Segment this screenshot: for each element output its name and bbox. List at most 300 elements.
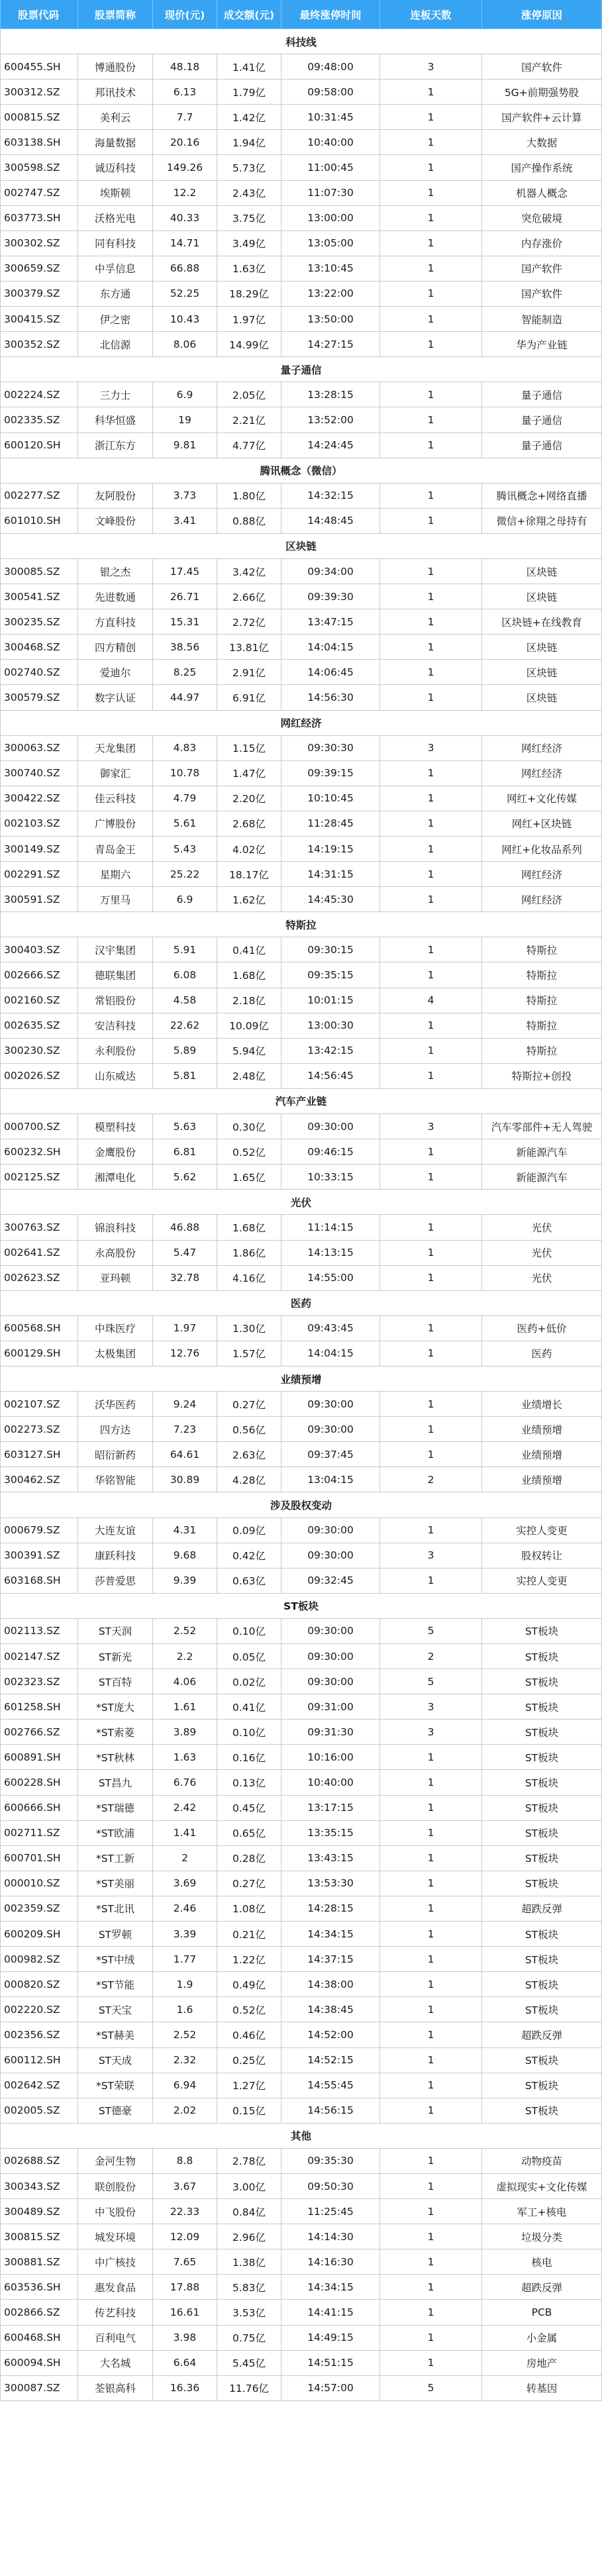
turnover-cell: 14.99亿: [217, 332, 281, 357]
section-title: 汽车产业链: [0, 1089, 602, 1114]
turnover-cell: 10.09亿: [217, 1013, 281, 1039]
turnover-cell: 1.08亿: [217, 1896, 281, 1922]
limit-reason-cell: ST板块: [482, 1619, 602, 1644]
stock-code-cell: 002641.SZ: [0, 1241, 78, 1266]
price-cell: 44.97: [153, 685, 217, 710]
section-title: 特斯拉: [0, 912, 602, 937]
limit-time-cell: 13:53:30: [281, 1871, 380, 1896]
stock-name-cell: 广博股份: [78, 811, 153, 837]
limit-reason-cell: 腾讯概念+网络直播: [482, 484, 602, 509]
price-cell: 6.94: [153, 2073, 217, 2098]
stock-code-cell: 002666.SZ: [0, 962, 78, 988]
stock-code-cell: 002356.SZ: [0, 2022, 78, 2047]
limit-time-cell: 09:31:00: [281, 1694, 380, 1720]
stock-name-cell: 海量数据: [78, 130, 153, 155]
stock-code-cell: 002711.SZ: [0, 1821, 78, 1846]
stock-code-cell: 300149.SZ: [0, 837, 78, 862]
limit-reason-cell: 区块链+在线教育: [482, 609, 602, 635]
turnover-cell: 0.42亿: [217, 1543, 281, 1569]
turnover-cell: 1.47亿: [217, 761, 281, 786]
stock-name-cell: 常铝股份: [78, 988, 153, 1013]
stock-code-cell: 002107.SZ: [0, 1392, 78, 1417]
limit-reason-cell: 新能源汽车: [482, 1164, 602, 1190]
turnover-cell: 3.00亿: [217, 2174, 281, 2199]
stock-code-cell: 300881.SZ: [0, 2249, 78, 2275]
table-row: [0, 559, 602, 584]
price-cell: 5.47: [153, 1241, 217, 1266]
limit-reason-cell: ST板块: [482, 2048, 602, 2073]
section-title: 区块链: [0, 534, 602, 559]
limit-time-cell: 09:34:00: [281, 559, 380, 584]
streak-days-cell: 1: [380, 130, 482, 155]
limit-reason-cell: 机器人概念: [482, 181, 602, 206]
price-cell: 6.81: [153, 1139, 217, 1164]
limit-time-cell: 10:16:00: [281, 1745, 380, 1770]
price-cell: 3.73: [153, 484, 217, 509]
streak-days-cell: 2: [380, 1644, 482, 1669]
stock-code-cell: 600112.SH: [0, 2048, 78, 2073]
turnover-cell: 2.66亿: [217, 584, 281, 609]
streak-days-cell: 1: [380, 382, 482, 407]
stock-name-cell: *ST秋林: [78, 1745, 153, 1770]
turnover-cell: 2.63亿: [217, 1442, 281, 1467]
limit-time-cell: 13:10:45: [281, 256, 380, 282]
turnover-cell: 0.27亿: [217, 1871, 281, 1896]
stock-code-cell: 300302.SZ: [0, 231, 78, 256]
limit-reason-cell: 特斯拉: [482, 962, 602, 988]
table-row: [0, 484, 602, 509]
streak-days-cell: 3: [380, 1720, 482, 1745]
streak-days-cell: 1: [380, 660, 482, 685]
table-body: [0, 29, 602, 2401]
turnover-cell: 1.94亿: [217, 130, 281, 155]
price-cell: 52.25: [153, 282, 217, 307]
price-cell: 4.79: [153, 786, 217, 811]
price-cell: 1.41: [153, 1821, 217, 1846]
limit-time-cell: 14:04:15: [281, 1341, 380, 1366]
stock-name-cell: 山东威达: [78, 1064, 153, 1089]
stock-name-cell: 爱迪尔: [78, 660, 153, 685]
limit-reason-cell: 业绩预增: [482, 1417, 602, 1442]
limit-reason-cell: ST板块: [482, 1972, 602, 1997]
streak-days-cell: 1: [380, 2199, 482, 2224]
turnover-cell: 2.20亿: [217, 786, 281, 811]
limit-reason-cell: 量子通信: [482, 382, 602, 407]
section-title: 腾讯概念（微信）: [0, 458, 602, 484]
limit-time-cell: 14:28:15: [281, 1896, 380, 1922]
section-title: 量子通信: [0, 357, 602, 382]
limit-time-cell: 10:10:45: [281, 786, 380, 811]
price-cell: 16.61: [153, 2300, 217, 2325]
limit-reason-cell: 区块链: [482, 584, 602, 609]
streak-days-cell: 1: [380, 1569, 482, 1594]
stock-name-cell: 大名城: [78, 2351, 153, 2376]
stock-name-cell: 模塑科技: [78, 1114, 153, 1139]
price-cell: 3.67: [153, 2174, 217, 2199]
table-row: [0, 2174, 602, 2199]
streak-days-cell: 5: [380, 1619, 482, 1644]
streak-days-cell: 1: [380, 862, 482, 887]
stock-name-cell: 伊之密: [78, 307, 153, 332]
table-row: [0, 862, 602, 887]
table-row: [0, 509, 602, 534]
stock-name-cell: 博通股份: [78, 54, 153, 79]
turnover-cell: 2.72亿: [217, 609, 281, 635]
price-cell: 7.7: [153, 105, 217, 130]
stock-name-cell: 中飞股份: [78, 2199, 153, 2224]
stock-name-cell: 金河生物: [78, 2149, 153, 2174]
table-row: [0, 1871, 602, 1896]
price-cell: 2.52: [153, 1619, 217, 1644]
limit-reason-cell: 股权转让: [482, 1543, 602, 1569]
price-cell: 22.62: [153, 1013, 217, 1039]
turnover-cell: 4.28亿: [217, 1467, 281, 1492]
table-row: [0, 2300, 602, 2325]
stock-name-cell: 美利云: [78, 105, 153, 130]
stock-code-cell: 002642.SZ: [0, 2073, 78, 2098]
price-cell: 2.52: [153, 2022, 217, 2047]
table-row: [0, 1947, 602, 1972]
price-cell: 3.41: [153, 509, 217, 534]
limit-time-cell: 14:57:00: [281, 2376, 380, 2401]
limit-time-cell: 09:43:45: [281, 1316, 380, 1341]
price-cell: 2.2: [153, 1644, 217, 1669]
limit-reason-cell: 超跌反弹: [482, 2275, 602, 2300]
limit-time-cell: 09:35:30: [281, 2149, 380, 2174]
stock-name-cell: 惠发食品: [78, 2275, 153, 2300]
limit-reason-cell: 国产软件: [482, 54, 602, 79]
table-row: [0, 1770, 602, 1795]
streak-days-cell: 3: [380, 1543, 482, 1569]
stock-name-cell: 文峰股份: [78, 509, 153, 534]
table-row: [0, 1316, 602, 1341]
limit-time-cell: 13:04:15: [281, 1467, 380, 1492]
table-row: [0, 1114, 602, 1139]
price-cell: 8.8: [153, 2149, 217, 2174]
stock-code-cell: 603536.SH: [0, 2275, 78, 2300]
limit-reason-cell: 垃圾分类: [482, 2224, 602, 2249]
limit-reason-cell: 特斯拉: [482, 937, 602, 962]
stock-code-cell: 002273.SZ: [0, 1417, 78, 1442]
stock-name-cell: 方直科技: [78, 609, 153, 635]
limit-time-cell: 11:25:45: [281, 2199, 380, 2224]
stock-code-cell: 000815.SZ: [0, 105, 78, 130]
limit-reason-cell: 国产软件+云计算: [482, 105, 602, 130]
stock-code-cell: 300489.SZ: [0, 2199, 78, 2224]
streak-days-cell: 1: [380, 79, 482, 105]
limit-reason-cell: 军工+核电: [482, 2199, 602, 2224]
limit-reason-cell: 汽车零部件+无人驾驶: [482, 1114, 602, 1139]
price-cell: 19: [153, 407, 217, 433]
table-row: [0, 1922, 602, 1947]
price-cell: 5.81: [153, 1064, 217, 1089]
price-cell: 4.83: [153, 736, 217, 761]
turnover-cell: 1.65亿: [217, 1164, 281, 1190]
stock-name-cell: 同有科技: [78, 231, 153, 256]
stock-code-cell: 601010.SH: [0, 509, 78, 534]
stock-name-cell: 先进数通: [78, 584, 153, 609]
table-row: [0, 2326, 602, 2351]
table-row: [0, 609, 602, 635]
limit-time-cell: 14:56:15: [281, 2098, 380, 2124]
price-cell: 1.61: [153, 1694, 217, 1720]
streak-days-cell: 1: [380, 1392, 482, 1417]
limit-reason-cell: 光伏: [482, 1266, 602, 1291]
streak-days-cell: 1: [380, 1745, 482, 1770]
limit-reason-cell: 特斯拉: [482, 1039, 602, 1064]
streak-days-cell: 1: [380, 1442, 482, 1467]
turnover-cell: 1.63亿: [217, 256, 281, 282]
table-row: [0, 2073, 602, 2098]
turnover-cell: 2.91亿: [217, 660, 281, 685]
streak-days-cell: 2: [380, 1467, 482, 1492]
stock-name-cell: *ST工新: [78, 1846, 153, 1871]
stock-code-cell: 300391.SZ: [0, 1543, 78, 1569]
table-row: [0, 1417, 602, 1442]
turnover-cell: 1.22亿: [217, 1947, 281, 1972]
table-row: [0, 1241, 602, 1266]
streak-days-cell: 1: [380, 1796, 482, 1821]
limit-reason-cell: PCB: [482, 2300, 602, 2325]
price-cell: 6.9: [153, 887, 217, 912]
limit-time-cell: 09:39:15: [281, 761, 380, 786]
table-row: [0, 1644, 602, 1669]
turnover-cell: 0.10亿: [217, 1619, 281, 1644]
turnover-cell: 0.46亿: [217, 2022, 281, 2047]
stock-name-cell: 佳云科技: [78, 786, 153, 811]
streak-days-cell: 1: [380, 887, 482, 912]
turnover-cell: 0.28亿: [217, 1846, 281, 1871]
stock-name-cell: 中广核技: [78, 2249, 153, 2275]
price-cell: 12.2: [153, 181, 217, 206]
price-cell: 46.88: [153, 1215, 217, 1240]
streak-days-cell: 1: [380, 1972, 482, 1997]
limit-time-cell: 14:04:15: [281, 635, 380, 660]
limit-reason-cell: 业绩预增: [482, 1442, 602, 1467]
stock-code-cell: 600701.SH: [0, 1846, 78, 1871]
table-row: [0, 2376, 602, 2401]
price-cell: 40.33: [153, 206, 217, 231]
limit-reason-cell: 业绩增长: [482, 1392, 602, 1417]
limit-time-cell: 14:55:45: [281, 2073, 380, 2098]
turnover-cell: 5.73亿: [217, 155, 281, 180]
limit-time-cell: 09:30:00: [281, 1392, 380, 1417]
turnover-cell: 5.83亿: [217, 2275, 281, 2300]
limit-reason-cell: 网红经济: [482, 862, 602, 887]
turnover-cell: 0.10亿: [217, 1720, 281, 1745]
streak-days-cell: 1: [380, 407, 482, 433]
limit-reason-cell: 网红经济: [482, 736, 602, 761]
streak-days-cell: 1: [380, 2249, 482, 2275]
price-cell: 3.69: [153, 1871, 217, 1896]
stock-code-cell: 002359.SZ: [0, 1896, 78, 1922]
turnover-cell: 0.75亿: [217, 2326, 281, 2351]
turnover-cell: 2.96亿: [217, 2224, 281, 2249]
turnover-cell: 0.16亿: [217, 1745, 281, 1770]
limit-time-cell: 13:50:00: [281, 307, 380, 332]
limit-reason-cell: 智能制造: [482, 307, 602, 332]
limit-reason-cell: 超跌反弹: [482, 1896, 602, 1922]
turnover-cell: 0.05亿: [217, 1644, 281, 1669]
limit-reason-cell: 小金属: [482, 2326, 602, 2351]
stock-name-cell: *ST瑞德: [78, 1796, 153, 1821]
table-row: [0, 962, 602, 988]
limit-time-cell: 14:32:15: [281, 484, 380, 509]
section-title: 科技线: [0, 29, 602, 54]
table-row: [0, 1442, 602, 1467]
turnover-cell: 0.41亿: [217, 1694, 281, 1720]
stock-name-cell: 康跃科技: [78, 1543, 153, 1569]
price-cell: 25.22: [153, 862, 217, 887]
stock-name-cell: 沃华医药: [78, 1392, 153, 1417]
stock-name-cell: *ST欧浦: [78, 1821, 153, 1846]
limit-time-cell: 09:30:00: [281, 1518, 380, 1543]
limit-reason-cell: 特斯拉: [482, 1013, 602, 1039]
limit-reason-cell: 特斯拉+创投: [482, 1064, 602, 1089]
stock-code-cell: 000700.SZ: [0, 1114, 78, 1139]
streak-days-cell: 1: [380, 332, 482, 357]
limit-time-cell: 13:22:00: [281, 282, 380, 307]
section-title: 其他: [0, 2124, 602, 2149]
table-row: [0, 1039, 602, 1064]
section-title: 医药: [0, 1291, 602, 1316]
stock-code-cell: 300598.SZ: [0, 155, 78, 180]
table-row: [0, 811, 602, 837]
turnover-cell: 1.42亿: [217, 105, 281, 130]
table-row: [0, 231, 602, 256]
stock-code-cell: 300087.SZ: [0, 2376, 78, 2401]
streak-days-cell: 1: [380, 2098, 482, 2124]
table-row: [0, 1139, 602, 1164]
stock-code-cell: 601258.SH: [0, 1694, 78, 1720]
price-cell: 10.43: [153, 307, 217, 332]
stock-name-cell: ST新光: [78, 1644, 153, 1669]
turnover-cell: 2.18亿: [217, 988, 281, 1013]
stock-name-cell: *ST北讯: [78, 1896, 153, 1922]
limit-reason-cell: 内存涨价: [482, 231, 602, 256]
table-row: [0, 105, 602, 130]
price-cell: 5.62: [153, 1164, 217, 1190]
limit-reason-cell: 虚拟现实+文化传媒: [482, 2174, 602, 2199]
limit-time-cell: 14:34:15: [281, 1922, 380, 1947]
stock-name-cell: *ST中绒: [78, 1947, 153, 1972]
price-cell: 14.71: [153, 231, 217, 256]
limit-reason-cell: 微信+徐翔之母持有: [482, 509, 602, 534]
price-cell: 4.06: [153, 1669, 217, 1694]
stock-code-cell: 300312.SZ: [0, 79, 78, 105]
stock-name-cell: 青岛金王: [78, 837, 153, 862]
limit-reason-cell: 区块链: [482, 660, 602, 685]
table-row: [0, 256, 602, 282]
stock-code-cell: 300230.SZ: [0, 1039, 78, 1064]
stock-code-cell: 002220.SZ: [0, 1997, 78, 2022]
table-row: [0, 1720, 602, 1745]
turnover-cell: 1.41亿: [217, 54, 281, 79]
price-cell: 1.97: [153, 1316, 217, 1341]
table-row: [0, 2275, 602, 2300]
price-cell: 2.02: [153, 2098, 217, 2124]
table-row: [0, 1013, 602, 1039]
streak-days-cell: 1: [380, 282, 482, 307]
limit-reason-cell: ST板块: [482, 1669, 602, 1694]
stock-name-cell: 浙江东方: [78, 433, 153, 458]
streak-days-cell: 5: [380, 2376, 482, 2401]
limit-reason-cell: 区块链: [482, 635, 602, 660]
limit-time-cell: 13:43:15: [281, 1846, 380, 1871]
stock-code-cell: 300468.SZ: [0, 635, 78, 660]
stock-name-cell: 永高股份: [78, 1241, 153, 1266]
stock-name-cell: ST天宝: [78, 1997, 153, 2022]
streak-days-cell: 4: [380, 988, 482, 1013]
price-cell: 12.76: [153, 1341, 217, 1366]
turnover-cell: 4.16亿: [217, 1266, 281, 1291]
price-cell: 10.78: [153, 761, 217, 786]
limit-time-cell: 14:52:15: [281, 2048, 380, 2073]
price-cell: 6.76: [153, 1770, 217, 1795]
limit-time-cell: 09:30:00: [281, 1644, 380, 1669]
limit-reason-cell: ST板块: [482, 1821, 602, 1846]
streak-days-cell: 1: [380, 685, 482, 710]
stock-code-cell: 002103.SZ: [0, 811, 78, 837]
stock-name-cell: *ST庞大: [78, 1694, 153, 1720]
limit-reason-cell: 区块链: [482, 685, 602, 710]
streak-days-cell: 1: [380, 786, 482, 811]
table-row: [0, 584, 602, 609]
streak-days-cell: 3: [380, 736, 482, 761]
stock-name-cell: 德联集团: [78, 962, 153, 988]
turnover-cell: 5.45亿: [217, 2351, 281, 2376]
stock-name-cell: 天龙集团: [78, 736, 153, 761]
stock-name-cell: ST天成: [78, 2048, 153, 2073]
limit-time-cell: 10:40:00: [281, 130, 380, 155]
turnover-cell: 6.91亿: [217, 685, 281, 710]
table-row: [0, 1821, 602, 1846]
limit-time-cell: 14:27:15: [281, 332, 380, 357]
header-streak: 连板天数: [380, 0, 482, 29]
turnover-cell: 0.27亿: [217, 1392, 281, 1417]
limit-time-cell: 14:16:30: [281, 2249, 380, 2275]
limit-reason-cell: 突危破境: [482, 206, 602, 231]
price-cell: 5.61: [153, 811, 217, 837]
price-cell: 6.13: [153, 79, 217, 105]
table-row: [0, 2022, 602, 2047]
price-cell: 1.63: [153, 1745, 217, 1770]
streak-days-cell: 1: [380, 1164, 482, 1190]
streak-days-cell: 1: [380, 1241, 482, 1266]
streak-days-cell: 1: [380, 307, 482, 332]
price-cell: 6.08: [153, 962, 217, 988]
limit-time-cell: 13:52:00: [281, 407, 380, 433]
stock-code-cell: 002866.SZ: [0, 2300, 78, 2325]
stock-name-cell: 永利股份: [78, 1039, 153, 1064]
limit-reason-cell: 新能源汽车: [482, 1139, 602, 1164]
stock-name-cell: 华铭智能: [78, 1467, 153, 1492]
table-row: [0, 2048, 602, 2073]
streak-days-cell: 5: [380, 1669, 482, 1694]
stock-name-cell: 湘潭电化: [78, 1164, 153, 1190]
turnover-cell: 2.78亿: [217, 2149, 281, 2174]
limit-time-cell: 14:52:00: [281, 2022, 380, 2047]
streak-days-cell: 1: [380, 2174, 482, 2199]
stock-code-cell: 000982.SZ: [0, 1947, 78, 1972]
limit-reason-cell: 光伏: [482, 1215, 602, 1240]
price-cell: 1.9: [153, 1972, 217, 1997]
turnover-cell: 0.63亿: [217, 1569, 281, 1594]
table-row: [0, 2098, 602, 2124]
turnover-cell: 1.15亿: [217, 736, 281, 761]
limit-reason-cell: 房地产: [482, 2351, 602, 2376]
limit-reason-cell: ST板块: [482, 1720, 602, 1745]
